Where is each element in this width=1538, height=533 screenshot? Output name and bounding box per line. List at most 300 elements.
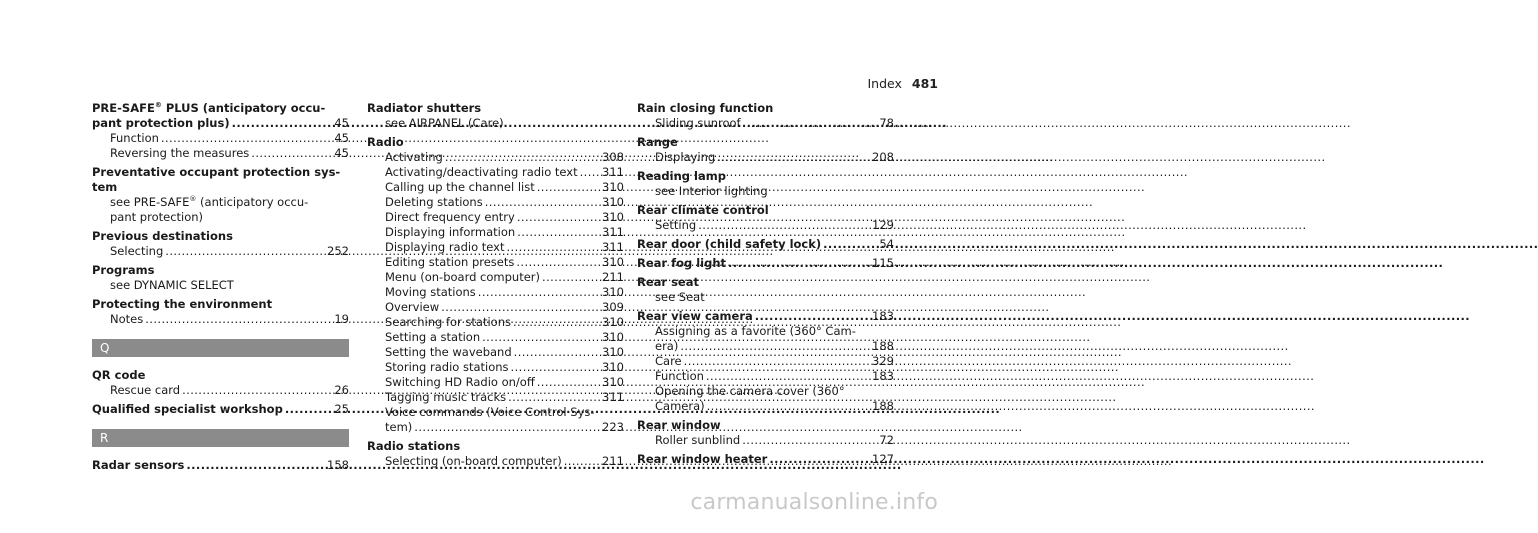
entry-text-main: see Seat (655, 290, 705, 304)
entry-text-main: Rear fog light (637, 256, 727, 270)
page-ref[interactable]: 311 (602, 165, 624, 179)
index-subentry[interactable] (367, 345, 624, 360)
index-entry (92, 101, 349, 161)
index-heading (637, 275, 894, 290)
page-ref[interactable]: 183 (872, 309, 894, 323)
entry-text (385, 360, 509, 375)
entry-text-main: Radio (367, 135, 404, 149)
index-entry (637, 256, 894, 271)
entry-text (92, 101, 325, 116)
index-subentry[interactable] (367, 285, 624, 300)
entry-text-main: PRE-SAFE (92, 101, 155, 115)
entry-text (385, 330, 480, 345)
entry-text (385, 285, 476, 300)
index-subentry[interactable] (637, 218, 894, 233)
index-entry (637, 309, 894, 414)
entry-text (655, 184, 768, 199)
entry-text (110, 195, 308, 210)
dot-leader (823, 237, 875, 252)
entry-text-main: Assigning as a favorite (360° Cam- (655, 324, 856, 338)
index-heading (92, 165, 349, 180)
entry-text-main: pant protection plus) (92, 116, 230, 130)
dot-leader (165, 244, 323, 259)
entry-text (655, 324, 856, 339)
entry-text-main: Searching for stations (385, 315, 511, 329)
index-subentry[interactable] (637, 369, 894, 384)
entry-text (110, 383, 180, 398)
index-subentry[interactable] (367, 150, 624, 165)
entry-text-main: tem) (385, 420, 413, 434)
page-ref[interactable]: 127 (872, 452, 894, 466)
entry-text-main: Tagging music tracks (385, 390, 507, 404)
index-heading (367, 135, 624, 150)
index-subentry[interactable] (92, 146, 349, 161)
page-number: 481 (911, 76, 938, 91)
entry-text (110, 244, 163, 259)
entry-text-main: Deleting stations (385, 195, 483, 209)
entry-text-main: Previous destinations (92, 229, 233, 243)
entry-text (110, 312, 143, 327)
index-entry (92, 165, 349, 225)
dot-leader (508, 390, 598, 405)
entry-text-main: see DYNAMIC SELECT (110, 278, 234, 292)
entry-text-main: Voice commands (Voice Control Sys- (385, 405, 595, 419)
entry-text-main: Rescue card (110, 383, 181, 397)
dot-leader (514, 345, 598, 360)
page-ref[interactable]: 310 (602, 360, 624, 374)
index-subentry (367, 405, 624, 420)
entry-text-main: Radiator shutters (367, 101, 482, 115)
index-heading (637, 418, 894, 433)
index-subentry (637, 384, 894, 399)
index-entry (637, 203, 894, 233)
page-ref[interactable]: 78 (879, 116, 894, 130)
page-ref[interactable]: 158 (327, 458, 349, 472)
index-subentry[interactable] (367, 360, 624, 375)
index-subentry[interactable] (367, 240, 624, 255)
entry-text-main: Radio stations (367, 439, 461, 453)
entry-text-main: see AIRPANEL (Care) (385, 116, 504, 130)
entry-text-rest: (anticipatory occu- (196, 195, 309, 209)
entry-text (385, 195, 483, 210)
index-heading (92, 263, 349, 278)
registered-mark: ® (154, 101, 162, 110)
dot-leader (145, 312, 330, 327)
dot-leader (251, 146, 330, 161)
index-subentry[interactable] (367, 454, 624, 469)
page-ref[interactable]: 310 (602, 210, 624, 224)
dot-leader (232, 116, 331, 131)
entry-text (367, 101, 481, 116)
page-ref[interactable]: 310 (602, 195, 624, 209)
page-ref[interactable]: 311 (602, 225, 624, 239)
entry-text (655, 290, 705, 305)
page-ref[interactable]: 211 (602, 270, 624, 284)
index-column-1 (92, 101, 349, 477)
index-heading (92, 297, 349, 312)
entry-text (367, 439, 460, 454)
index-subentry[interactable] (367, 195, 624, 210)
index-subentry[interactable] (367, 210, 624, 225)
dot-leader (441, 300, 598, 315)
entry-text-main: Reading lamp (637, 169, 726, 183)
entry-text-main: Menu (on-board computer) (385, 270, 541, 284)
index-subentry (92, 195, 349, 210)
index-subentry[interactable] (92, 383, 349, 398)
entry-text (385, 150, 443, 165)
index-heading (367, 439, 624, 454)
page-ref[interactable]: 310 (602, 330, 624, 344)
page-ref[interactable]: 45 (334, 116, 349, 130)
index-entry (92, 402, 349, 417)
entry-text (92, 116, 230, 131)
entry-text-main: Roller sunblind (655, 433, 741, 447)
entry-text (655, 399, 705, 414)
page-ref[interactable]: 129 (872, 218, 894, 232)
dot-leader (769, 452, 868, 467)
index-subentry[interactable] (367, 420, 624, 435)
entry-text (655, 384, 845, 399)
dot-leader (511, 360, 599, 375)
entry-text (385, 116, 504, 131)
index-entry (367, 439, 624, 469)
index-column-3 (637, 101, 894, 471)
page-ref[interactable]: 115 (872, 256, 894, 270)
page-header (867, 76, 938, 92)
entry-text-main: Switching HD Radio on/off (385, 375, 535, 389)
entry-text (385, 420, 412, 435)
page-ref[interactable]: 223 (602, 420, 624, 434)
index-heading (637, 169, 894, 184)
index-heading (92, 180, 349, 195)
entry-text-main: Overview (385, 300, 440, 314)
index-heading (637, 203, 894, 218)
index-subentry[interactable] (367, 165, 624, 180)
index-subentry[interactable] (92, 131, 349, 146)
index-subentry[interactable] (367, 225, 624, 240)
page-ref[interactable]: 308 (602, 150, 624, 164)
entry-text (367, 135, 404, 150)
index-subentry[interactable] (367, 255, 624, 270)
entry-text (655, 116, 741, 131)
dot-leader (285, 402, 331, 417)
entry-text-main: Direct frequency entry (385, 210, 515, 224)
entry-text-main: Camera) (655, 399, 705, 413)
page-ref[interactable]: 54 (879, 237, 894, 251)
index-heading[interactable] (637, 452, 894, 467)
dot-leader (564, 454, 598, 469)
page-ref[interactable]: 26 (334, 383, 349, 397)
dot-leader (445, 150, 598, 165)
page-ref[interactable]: 310 (602, 315, 624, 329)
page-ref[interactable]: 310 (602, 345, 624, 359)
index-subentry[interactable] (367, 300, 624, 315)
index-entry (637, 452, 894, 467)
entry-text-main: tem (92, 180, 118, 194)
dot-leader (537, 375, 598, 390)
entry-text (92, 165, 340, 180)
entry-text-main: Care (655, 354, 682, 368)
dot-leader (580, 165, 598, 180)
page-ref[interactable]: 188 (872, 339, 894, 353)
dot-leader (680, 339, 868, 354)
entry-text-main: Editing station presets (385, 255, 515, 269)
entry-text (385, 345, 512, 360)
index-entry (92, 229, 349, 259)
entry-text (385, 255, 514, 270)
entry-text-main: see Interior lighting (655, 184, 768, 198)
entry-text (92, 229, 233, 244)
index-subentry[interactable] (367, 315, 624, 330)
dot-leader (728, 256, 868, 271)
entry-text (385, 390, 506, 405)
entry-text-main: pant protection) (110, 210, 204, 224)
index-heading (92, 368, 349, 383)
dot-leader (513, 315, 598, 330)
page-ref[interactable]: 310 (602, 180, 624, 194)
entry-text (637, 101, 773, 116)
entry-text (385, 315, 511, 330)
dot-leader (542, 270, 598, 285)
index-subentry[interactable] (637, 433, 894, 448)
entry-text (385, 375, 535, 390)
entry-text-main: Rain closing function (637, 101, 774, 115)
entry-text (385, 300, 439, 315)
entry-text-rest: PLUS (anticipatory occu- (161, 101, 326, 115)
index-subentry (637, 324, 894, 339)
index-entry (92, 368, 349, 398)
entry-text (92, 297, 272, 312)
index-heading (92, 229, 349, 244)
entry-text (655, 218, 696, 233)
index-heading (637, 101, 894, 116)
entry-text (110, 278, 234, 293)
entry-text (385, 225, 515, 240)
index-heading (637, 135, 894, 150)
page-ref[interactable]: 45 (334, 146, 349, 160)
dot-leader (743, 116, 876, 131)
entry-text-main: Rear seat (637, 275, 699, 289)
entry-text (110, 210, 203, 225)
page-ref[interactable]: 19 (334, 312, 349, 326)
entry-text (637, 169, 726, 184)
entry-text-main: Rear climate control (637, 203, 769, 217)
dot-leader (684, 354, 868, 369)
entry-text-main: Function (110, 131, 159, 145)
entry-text-main: see PRE-SAFE (110, 195, 190, 209)
index-entry (637, 135, 894, 165)
page-ref[interactable]: 311 (602, 390, 624, 404)
index-entry (92, 263, 349, 293)
index-subentry[interactable] (367, 375, 624, 390)
index-subentry[interactable] (637, 354, 894, 369)
entry-text-main: Reversing the measures (110, 146, 250, 160)
entry-text-main: Sliding sunroof (655, 116, 741, 130)
entry-text (637, 203, 769, 218)
index-heading[interactable] (92, 402, 349, 417)
page-ref[interactable]: 252 (327, 244, 349, 258)
dot-leader (698, 218, 868, 233)
entry-text-main: Displaying information (385, 225, 516, 239)
index-subentry[interactable] (637, 150, 894, 165)
entry-text-main: Opening the camera cover (360° (655, 384, 845, 398)
entry-text-main: Setting the waveband (385, 345, 512, 359)
index-subentry (367, 116, 624, 131)
entry-text (655, 150, 715, 165)
entry-text-main: Activating/deactivating radio text (385, 165, 578, 179)
index-subentry[interactable] (367, 180, 624, 195)
entry-text-main: Displaying (655, 150, 716, 164)
entry-text (110, 146, 249, 161)
entry-text-main: Range (637, 135, 678, 149)
entry-text-main: Preventative occupant protection sys- (92, 165, 341, 179)
section-header-q: Q (92, 339, 349, 357)
page-ref[interactable]: 329 (872, 354, 894, 368)
dot-leader (707, 399, 868, 414)
index-heading[interactable] (637, 309, 894, 324)
index-heading[interactable] (92, 458, 349, 473)
index-subentry (637, 184, 894, 199)
index-heading[interactable] (637, 256, 894, 271)
dot-leader (507, 240, 599, 255)
entry-text-main: Function (655, 369, 704, 383)
entry-text (637, 275, 699, 290)
entry-text-main: Setting a station (385, 330, 481, 344)
entry-text (655, 354, 682, 369)
entry-text-main: Moving stations (385, 285, 476, 299)
index-subentry[interactable] (367, 330, 624, 345)
index-heading (92, 101, 349, 116)
dot-leader (706, 369, 868, 384)
index-entry (92, 458, 349, 473)
index-subentry (92, 210, 349, 225)
entry-text-main: Activating (385, 150, 443, 164)
entry-text-main: Rear door (child safety lock) (637, 237, 822, 251)
entry-text (92, 368, 145, 383)
section-header-r: R (92, 429, 349, 447)
dot-leader (717, 150, 868, 165)
index-subentry[interactable] (92, 244, 349, 259)
page-ref[interactable]: 208 (872, 150, 894, 164)
entry-text (385, 270, 540, 285)
entry-text (637, 135, 678, 150)
entry-text (92, 458, 184, 473)
index-entry (367, 135, 624, 435)
entry-text-main: Protecting the environment (92, 297, 273, 311)
registered-mark: ® (189, 195, 197, 204)
index-entry (637, 101, 894, 131)
entry-text (385, 180, 535, 195)
index-entry (637, 169, 894, 199)
page-ref[interactable]: 45 (334, 131, 349, 145)
dot-leader (742, 433, 875, 448)
entry-text-main: Setting (655, 218, 697, 232)
entry-text (385, 454, 562, 469)
entry-text (637, 452, 767, 467)
entry-text (92, 402, 283, 417)
entry-text-main: Rear view camera (637, 309, 753, 323)
dot-leader (516, 255, 598, 270)
dot-leader (182, 383, 330, 398)
index-subentry[interactable] (637, 399, 894, 414)
entry-text (655, 433, 740, 448)
page-ref[interactable]: 188 (872, 399, 894, 413)
page-ref[interactable]: 310 (602, 375, 624, 389)
entry-text-main: Selecting (on-board computer) (385, 454, 562, 468)
index-subentry[interactable] (367, 270, 624, 285)
page-ref[interactable]: 310 (602, 285, 624, 299)
dot-leader (537, 180, 598, 195)
entry-text (385, 240, 505, 255)
header-title: Index (867, 76, 902, 91)
index-subentry[interactable] (367, 390, 624, 405)
entry-text-main: Calling up the channel list (385, 180, 535, 194)
entry-text (637, 256, 726, 271)
entry-text-main: Storing radio stations (385, 360, 509, 374)
dot-leader (517, 210, 598, 225)
dot-leader (414, 420, 598, 435)
index-entry (367, 101, 624, 131)
entry-text-main: Radar sensors (92, 458, 185, 472)
dot-leader (517, 225, 598, 240)
entry-text-main: QR code (92, 368, 146, 382)
watermark: carmanualsonline.info (690, 490, 938, 515)
entry-text (110, 131, 159, 146)
index-entry (637, 237, 894, 252)
index-subentry (637, 290, 894, 305)
entry-text-main: Qualified specialist workshop (92, 402, 283, 416)
page-ref[interactable]: 309 (602, 300, 624, 314)
index-column-2 (367, 101, 624, 473)
page-ref[interactable]: 310 (602, 255, 624, 269)
page-ref[interactable]: 25 (334, 402, 349, 416)
entry-text (637, 418, 721, 433)
index-subentry[interactable] (92, 312, 349, 327)
page-ref[interactable]: 72 (879, 433, 894, 447)
page-ref[interactable]: 183 (872, 369, 894, 383)
entry-text-main: Rear window heater (637, 452, 768, 466)
dot-leader (482, 330, 598, 345)
index-subentry[interactable] (637, 116, 894, 131)
entry-text (655, 339, 678, 354)
dot-leader (478, 285, 598, 300)
entry-text (385, 165, 578, 180)
index-heading[interactable] (92, 116, 349, 131)
index-heading[interactable] (637, 237, 894, 252)
entry-text-main: Displaying radio text (385, 240, 505, 254)
page-ref[interactable]: 311 (602, 240, 624, 254)
dot-leader (161, 131, 330, 146)
entry-text (637, 309, 753, 324)
page-ref[interactable]: 211 (602, 454, 624, 468)
entry-text (385, 210, 515, 225)
entry-text-main: Selecting (110, 244, 164, 258)
index-heading (367, 101, 624, 116)
index-subentry (92, 278, 349, 293)
entry-text-main: Programs (92, 263, 155, 277)
index-entry (637, 275, 894, 305)
entry-text-main: era) (655, 339, 679, 353)
entry-text-main: Notes (110, 312, 144, 326)
entry-text (385, 405, 595, 420)
dot-leader (485, 195, 598, 210)
index-subentry[interactable] (637, 339, 894, 354)
index-entry (637, 418, 894, 448)
entry-text-main: Rear window (637, 418, 721, 432)
entry-text (637, 237, 821, 252)
dot-leader (186, 458, 323, 473)
dot-leader (755, 309, 868, 324)
